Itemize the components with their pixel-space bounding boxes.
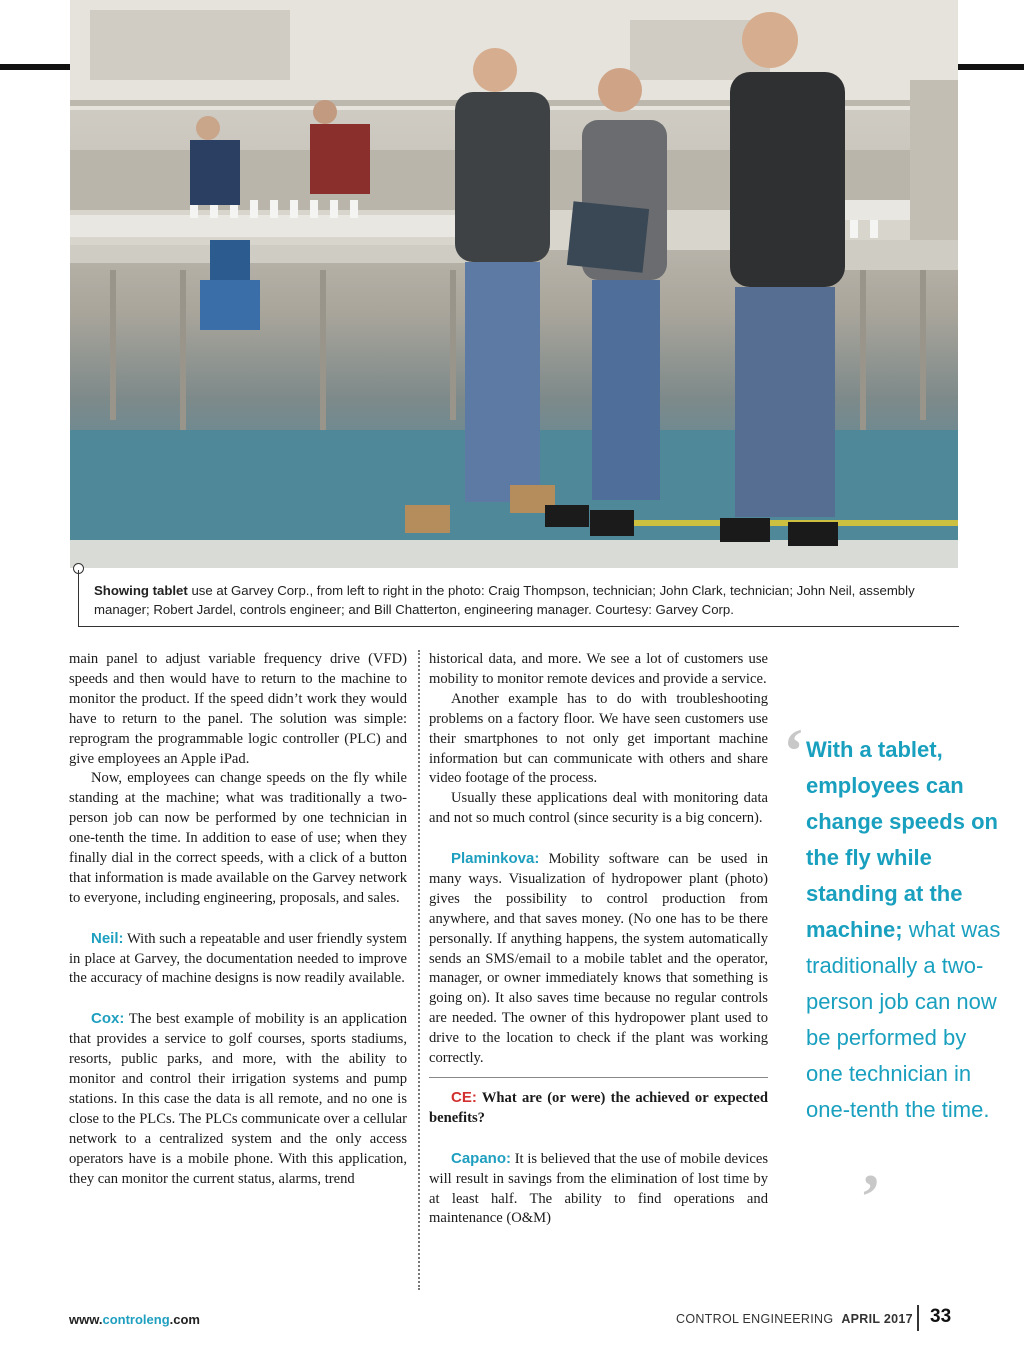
speaker-ce: CE: — [451, 1089, 477, 1107]
question-rule — [429, 1077, 768, 1078]
open-quote-icon: ‘ — [783, 715, 805, 786]
plaminkova-text: Mobility software can be used in many ways. Visualization of hydropower plant (photo) gives the possibility to control production from anywhere, and that saves money. (No one has to be there personally. If anything happens, the system automatically sends an SMS/email to a mobile tablet and the operator, manager, or owner immediately knows that something is going on). It also saves time because no regular controls are needed. The owner of this hydropower plant used to drive to the location to check if the plant was working correctly. — [429, 851, 768, 1067]
column-1 — [69, 650, 407, 1189]
col2-paragraph-3: Usually these applications deal with monitoring data and not so much control (since security is a big concern). — [429, 790, 768, 827]
col1-paragraph-2: Now, employees can change speeds on the fly while standing at the machine; what was traditionally a two-person job can now be performed by one technician in one-tenth the time. In addition to ease of use; when they finally dial in the correct speeds, with a click of a button that information is made available on the Garvey network to everyone, including engineering, proposals, and sales. — [69, 770, 407, 906]
footer-issue: APRIL 2017 — [841, 1312, 913, 1326]
footer-url-prefix: www. — [69, 1312, 103, 1327]
ce-question-text: What are (or were) the achieved or expected benefits? — [429, 1090, 768, 1126]
column-divider — [418, 650, 420, 1290]
top-rule-right — [958, 64, 1024, 70]
speaker-plaminkova: Plaminkova: — [451, 850, 540, 868]
photo-caption — [94, 581, 956, 619]
page-number: 33 — [930, 1306, 952, 1327]
col1-paragraph-1: main panel to adjust variable frequency drive (VFD) speeds and then would have to return to the machine to monitor the product. If the speed didn’t work they would have to return to the panel. The solution was simple: reprogram the programmable logic controller (PLC) and give employees an Apple iPad. — [69, 651, 407, 767]
footer-magazine — [676, 1312, 913, 1326]
caption-text: use at Garvey Corp., from left to right in the photo: Craig Thompson, technician; John Clark, technician; John Neil, assembly manager; Robert Jardel, controls engineer; and Bill Chatterton, engineering manager. Courtesy: Garvey Corp. — [94, 583, 915, 617]
col2-paragraph-2: Another example has to do with troubleshooting problems on a factory floor. We have seen customers use their smartphones to not only get important machine information but can communicate with others and share video footage of the process. — [429, 690, 768, 787]
neil-text: With such a repeatable and user friendly system in place at Garvey, the documentation needed to improve the accuracy of machine designs is now readily available. — [69, 930, 407, 987]
footer-url-accent: controleng — [102, 1312, 170, 1327]
neil-answer — [69, 929, 407, 990]
close-quote-icon: ’ — [860, 1161, 882, 1232]
footer-magazine-name: CONTROL ENGINEERING — [676, 1312, 834, 1326]
article-photo — [70, 0, 958, 568]
ce-question — [429, 1088, 768, 1129]
caption-lead: Showing tablet — [94, 583, 188, 598]
speaker-capano: Capano: — [451, 1149, 511, 1167]
footer-separator — [917, 1305, 919, 1331]
column-2 — [429, 650, 768, 1229]
pull-quote-bold: With a tablet, employees can change speeds on the fly while standing at the machine; — [806, 737, 998, 942]
top-rule-left — [0, 64, 70, 70]
speaker-neil: Neil: — [91, 929, 124, 947]
capano-text: It is believed that the use of mobile devices will result in savings from the elimination of lost time by at least half. The ability to find operations and maintenance (O&M) — [429, 1150, 768, 1227]
pull-quote — [806, 732, 1006, 1128]
capano-answer — [429, 1149, 768, 1230]
speaker-cox: Cox: — [91, 1010, 125, 1028]
plaminkova-answer — [429, 849, 768, 1069]
photo-illustration — [70, 0, 958, 568]
col2-paragraph-1: historical data, and more. We see a lot of customers use mobility to monitor remote devices and provide a service. — [429, 651, 768, 687]
cox-text: The best example of mobility is an application that provides a service to golf courses, sports stadiums, resorts, public parks, and more, with the ability to monitor and control their irrigation systems and pump stations. In this case the data is all remote, and no one is close to the PLCs. The PLCs communicate over a cellular network to a centralized system and the only access operators have is a mobile phone. With this application, they can monitor the current status, alarms, trend — [69, 1011, 407, 1187]
footer-url[interactable] — [69, 1312, 200, 1327]
footer-url-suffix: .com — [169, 1312, 200, 1327]
cox-answer — [69, 1009, 407, 1189]
pull-quote-regular: what was traditionally a two-person job can now be performed by one technician in one-tenth the time. — [806, 917, 1001, 1122]
